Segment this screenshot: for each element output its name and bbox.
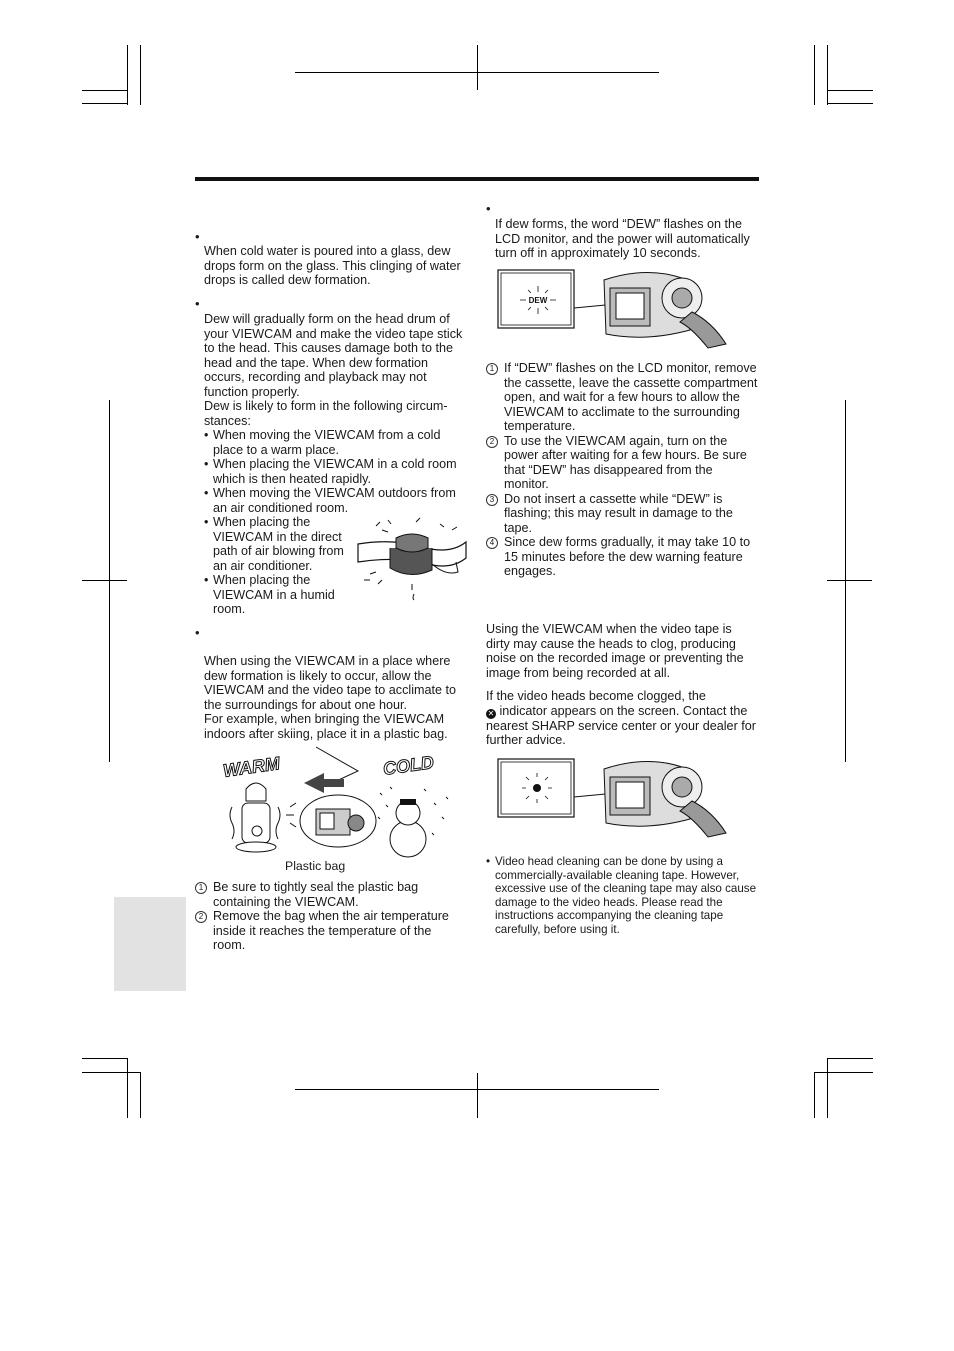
list-item: 2 To use the VIEWCAM again, turn on the power after waiting for a few hours. Be sure that “DEW” has disappeared from the monitor. — [486, 434, 760, 492]
bullet-dot: • — [195, 625, 200, 640]
head-clog-icon: ✕ — [487, 708, 495, 718]
acclimate-text: When using the VIEWCAM in a place where dew formation is likely to occur, allow the VIEWCAM and the video tape to acclimate to the surroundings for about one hour. — [204, 654, 456, 712]
list-item: 1 If “DEW” flashes on the LCD monitor, remove the cassette, leave the cassette compartment open, and wait for a few hours to allow the VIEWCAM to acclimate to the surrounding temperature. — [486, 361, 760, 434]
list-item: 1 Be sure to tightly seal the plastic bag containing the VIEWCAM. — [195, 880, 465, 909]
warm-cold-illustration — [220, 747, 460, 859]
dew-steps — [486, 361, 760, 579]
clog-indicator-text: If the video heads become clogged, the ✕ indicator appears on the screen. Contact the nearest SHARP service center or your dealer for further advice. — [486, 689, 756, 747]
section-tab — [114, 897, 186, 991]
circumstances-intro: Dew is likely to form in the following circum-stances: — [204, 399, 448, 428]
bag-steps — [195, 880, 465, 953]
clog-camera-illustration — [496, 757, 730, 839]
dew-damage-text: Dew will gradually form on the head drum of your VIEWCAM and make the video tape stick to the head. This causes damage both to the head and the tape. When dew formation occurs, recording and playback may not function properly. — [204, 312, 463, 399]
cold-label: COLD — [381, 752, 436, 779]
list-item: • When placing the VIEWCAM in a humid room. — [204, 573, 348, 617]
list-item: 2 Remove the bag when the air temperature inside it reaches the temperature of the room. — [195, 909, 465, 953]
list-item: • When moving the VIEWCAM outdoors from an air conditioned room. — [204, 486, 466, 515]
header-rule — [195, 177, 759, 181]
plastic-bag-caption: Plastic bag — [285, 859, 346, 873]
dew-indicator: DEW — [528, 296, 548, 305]
clog-text: Using the VIEWCAM when the video tape is dirty may cause the heads to clog, producing noise on the recorded image or preventing the image from being recorded at all. — [486, 622, 744, 680]
bullet-dot: • — [195, 296, 200, 311]
pot-illustration — [356, 518, 468, 600]
list-item: 4 Since dew forms gradually, it may take 10 to 15 minutes before the dew warning feature engages. — [486, 535, 760, 579]
list-item: • When moving the VIEWCAM from a cold place to a warm place. — [204, 428, 466, 457]
dew-flash-text: If dew forms, the word “DEW” flashes on the LCD monitor, and the power will automatically turn off in approximately 10 seconds. — [495, 217, 750, 260]
warm-label: WARM — [221, 753, 282, 781]
dew-camera-illustration — [496, 268, 730, 350]
dew-definition: When cold water is poured into a glass, dew drops form on the glass. This clinging of water drops is called dew formation. — [204, 244, 461, 287]
bullet-dot: • — [195, 229, 200, 244]
bullet-dot: • — [486, 201, 491, 216]
list-item: 3 Do not insert a cassette while “DEW” is flashing; this may result in damage to the tape. — [486, 492, 760, 536]
list-item: • When placing the VIEWCAM in the direct path of air blowing from an air conditioner. — [204, 515, 353, 573]
cleaning-note: • Video head cleaning can be done by using a commercially-available cleaning tape. However, excessive use of the cleaning tape may also cause damage to the video heads. Please read the instructions accompanying the cleaning tape carefully, before using it. — [486, 855, 760, 936]
list-item: • When placing the VIEWCAM in a cold room which is then heated rapidly. — [204, 457, 466, 486]
plastic-bag-text: For example, when bringing the VIEWCAM indoors after skiing, place it in a plastic bag. — [204, 712, 448, 741]
